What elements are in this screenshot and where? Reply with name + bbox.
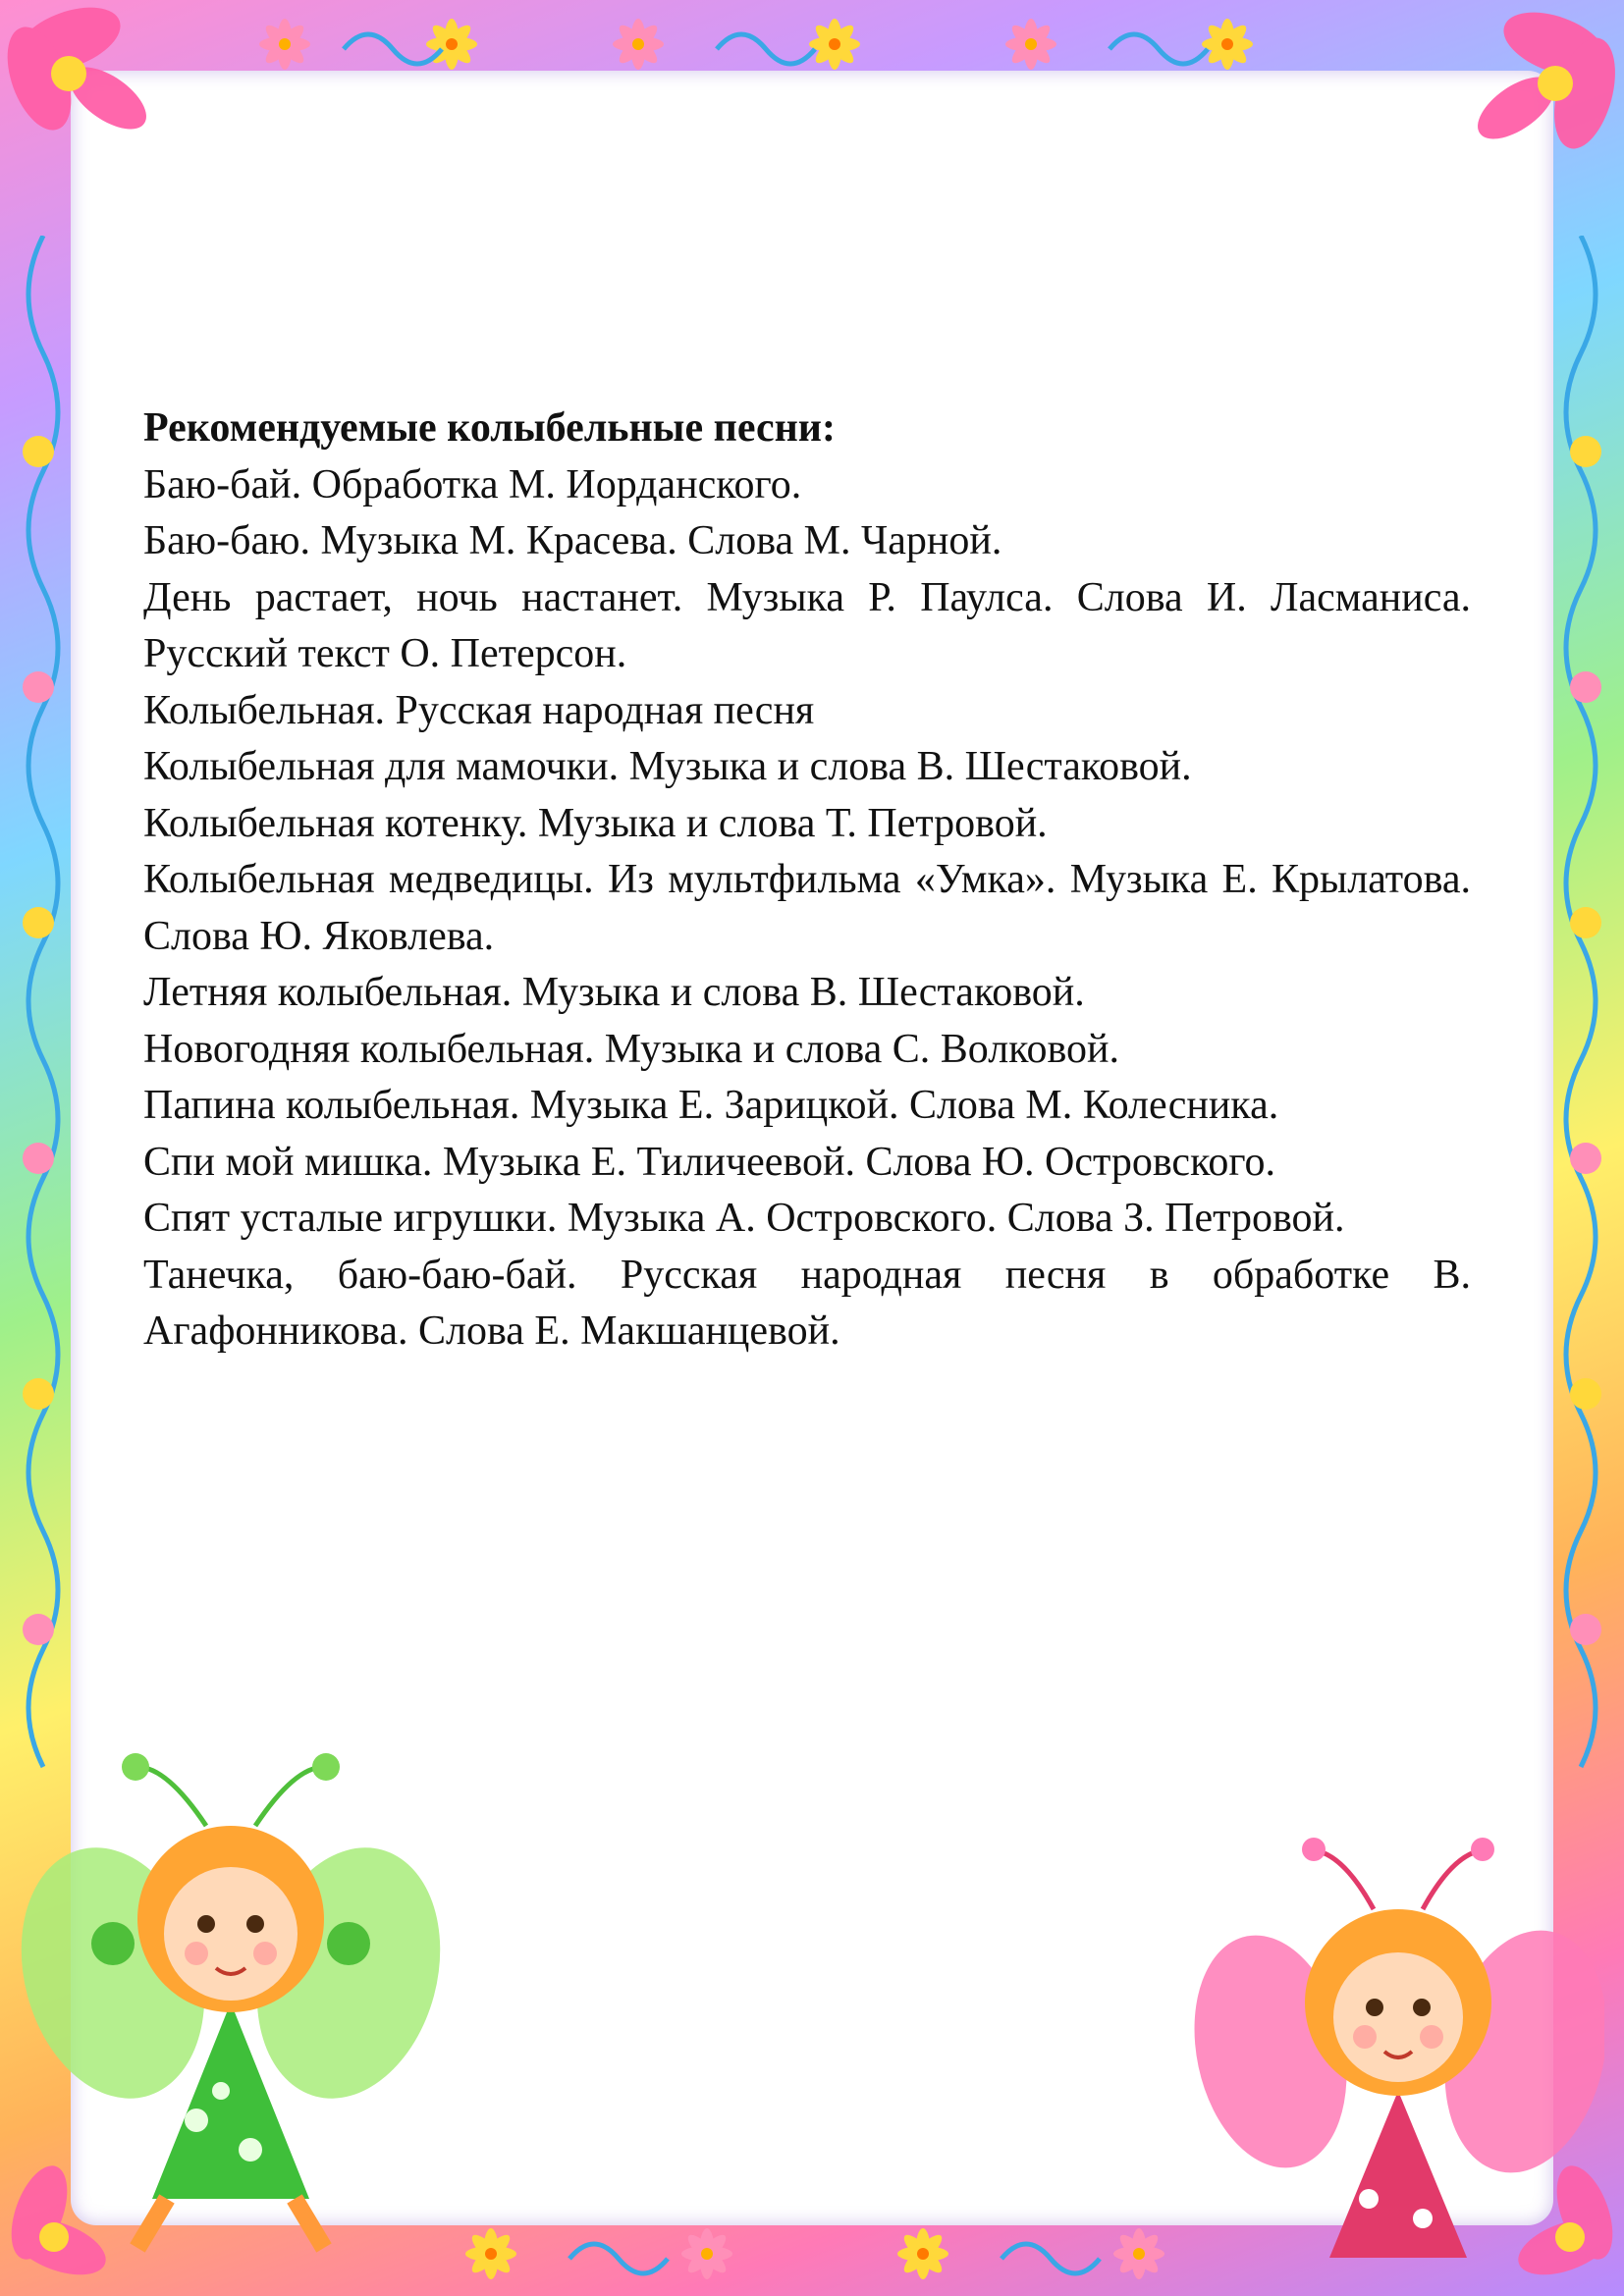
bottom-border-flowers <box>412 2219 1394 2288</box>
song-item: Папина колыбельная. Музыка Е. Зарицкой. Слова М. Колесника. <box>143 1083 1279 1128</box>
song-item: Колыбельная котенку. Музыка и слова Т. Петровой. <box>143 800 1048 846</box>
song-item: Новогодняя колыбельная. Музыка и слова С. Волковой. <box>143 1026 1119 1072</box>
song-item: Танечка, баю-баю-бай. Русская народная песня в обработке В. Агафонникова. Слова Е. Макшанцевой. <box>143 1252 1471 1354</box>
song-item: Колыбельная. Русская народная песня <box>143 687 815 733</box>
song-list-text <box>143 400 1471 1361</box>
left-border-swirls <box>4 236 73 1806</box>
song-item: Колыбельная медведицы. Из мультфильма «Умка». Музыка Е. Крылатова. Слова Ю. Яковлева. <box>143 857 1471 959</box>
song-item: День растает, ночь настанет. Музыка Р. Паулса. Слова И. Ласманиса. Русский текст О. Петерсон. <box>143 574 1471 676</box>
song-item: Баю-баю. Музыка М. Красева. Слова М. Чарной. <box>143 518 1002 563</box>
song-item: Спи мой мишка. Музыка Е. Тиличеевой. Слова Ю. Островского. <box>143 1139 1276 1185</box>
song-item: Летняя колыбельная. Музыка и слова В. Шестаковой. <box>143 970 1085 1015</box>
song-list-heading: Рекомендуемые колыбельные песни: <box>143 405 836 451</box>
top-border-flowers <box>226 10 1404 79</box>
song-item: Спят усталые игрушки. Музыка А. Островского. Слова З. Петровой. <box>143 1196 1345 1241</box>
song-item: Баю-бай. Обработка М. Иорданского. <box>143 461 802 507</box>
song-item: Колыбельная для мамочки. Музыка и слова В. Шестаковой. <box>143 744 1192 789</box>
right-border-swirls <box>1551 236 1620 1806</box>
